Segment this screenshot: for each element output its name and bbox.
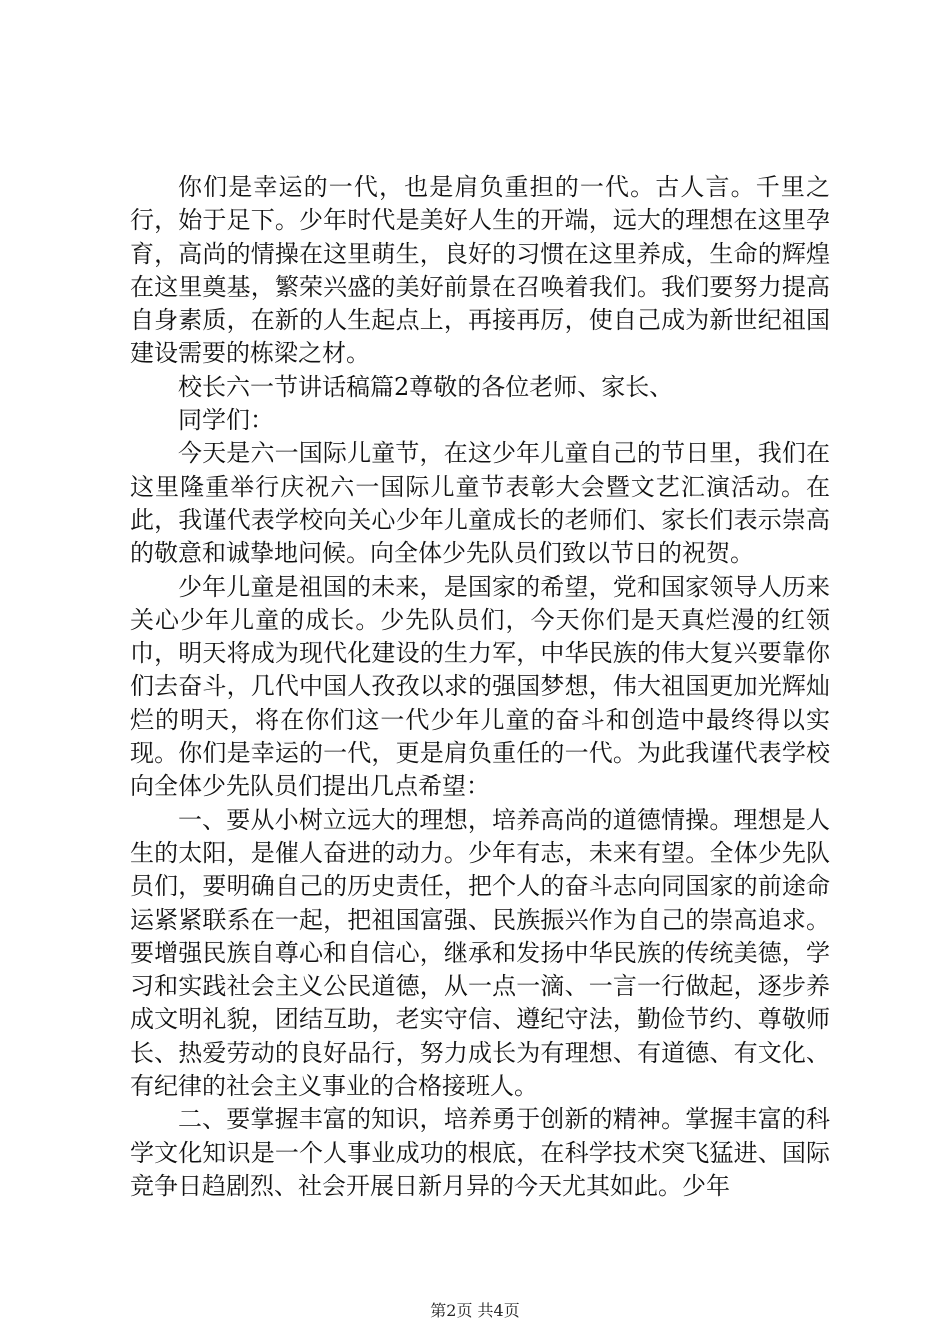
paragraph: 今天是六一国际儿童节，在这少年儿童自己的节日里，我们在这里隆重举行庆祝六一国际儿童节表彰大会暨文艺汇演活动。在此，我谨代表学校向关心少年儿童成长的老师们、家长们表示崇高的敬意和诚挚地问候。向全体少先队员们致以节日的祝贺。	[130, 439, 830, 568]
paragraph: 一、要从小树立远大的理想，培养高尚的道德情操。理想是人生的太阳，是催人奋进的动力。少年有志，未来有望。全体少先队员们，要明确自己的历史责任，把个人的奋斗志向同国家的前途命运紧紧联系在一起，把祖国富强、民族振兴作为自己的崇高追求。要增强民族自尊心和自信心，继承和发扬中华民族的传统美德，学习和实践社会主义公民道德，从一点一滴、一言一行做起，逐步养成文明礼貌，团结互助，老实守信、遵纪守法，勤俭节约、尊敬师长、热爱劳动的良好品行，努力成长为有理想、有道德、有文化、有纪律的社会主义事业的合格接班人。	[130, 805, 830, 1101]
page-footer: 第2页 共4页	[430, 1301, 520, 1320]
paragraph: 二、要掌握丰富的知识，培养勇于创新的精神。掌握丰富的科学文化知识是一个人事业成功的根底，在科学技术突飞猛进、国际竞争日趋剧烈、社会开展日新月异的今天尤其如此。少年	[130, 1105, 830, 1200]
paragraph: 少年儿童是祖国的未来，是国家的希望，党和国家领导人历来关心少年儿童的成长。少先队员们，今天你们是天真烂漫的红领巾，明天将成为现代化建设的生力军，中华民族的伟大复兴要靠你们去奋斗，几代中国人孜孜以求的强国梦想，伟大祖国更加光辉灿烂的明天，将在你们这一代少年儿童的奋斗和创造中最终得以实现。你们是幸运的一代，更是肩负重任的一代。为此我谨代表学校向全体少先队员们提出几点希望：	[130, 572, 830, 801]
paragraph: 你们是幸运的一代，也是肩负重担的一代。古人言。千里之行，始于足下。少年时代是美好人生的开端，远大的理想在这里孕育，高尚的情操在这里萌生，良好的习惯在这里养成，生命的辉煌在这里奠基，繁荣兴盛的美好前景在召唤着我们。我们要努力提高自身素质，在新的人生起点上，再接再厉，使自己成为新世纪祖国建设需要的栋梁之材。	[130, 173, 830, 368]
section-heading: 校长六一节讲话稿篇2尊敬的各位老师、家长、	[178, 372, 674, 401]
document-body	[130, 171, 830, 1203]
salutation: 同学们：	[178, 406, 274, 435]
